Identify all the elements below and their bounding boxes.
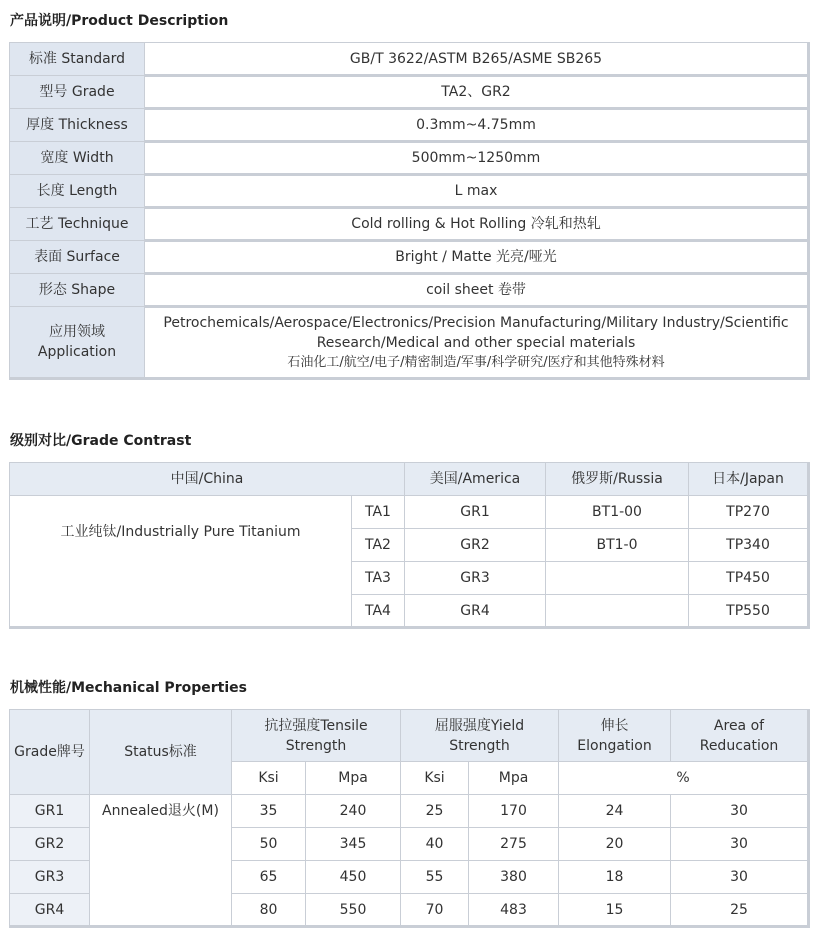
application-label (10, 307, 145, 379)
row-value: 500mm~1250mm (145, 142, 809, 175)
america-grade: GR2 (405, 529, 546, 562)
table-row (10, 76, 809, 109)
grade-cell: GR1 (10, 795, 90, 828)
mechanical-properties-table (9, 709, 810, 928)
tensile-mpa: 550 (306, 894, 401, 927)
row-value: L max (145, 175, 809, 208)
header-area: Area of Reducation (671, 710, 809, 762)
row-value: GB/T 3622/ASTM B265/ASME SB265 (145, 43, 809, 76)
area-reduction: 30 (671, 828, 809, 861)
subheader-yield-ksi: Ksi (401, 762, 469, 795)
header-yield: 屈服强度Yield Strength (401, 710, 559, 762)
table-row (10, 307, 809, 379)
subheader-tensile-mpa: Mpa (306, 762, 401, 795)
header-elongation: 伸长 Elongation (559, 710, 671, 762)
tensile-ksi: 35 (232, 795, 306, 828)
application-label-en: Application (37, 344, 117, 360)
row-label: 工艺 Technique (10, 208, 145, 241)
russia-grade: BT1-00 (546, 496, 689, 529)
china-grade: TA2 (352, 529, 405, 562)
america-grade: GR1 (405, 496, 546, 529)
row-label: 厚度 Thickness (10, 109, 145, 142)
table-header-row (10, 710, 809, 762)
row-value: TA2、GR2 (145, 76, 809, 109)
elongation: 20 (559, 828, 671, 861)
product-description-table (9, 42, 810, 380)
japan-grade: TP340 (689, 529, 809, 562)
russia-grade (546, 562, 689, 595)
table-row (10, 43, 809, 76)
header-grade: Grade牌号 (10, 710, 90, 795)
row-value: Cold rolling & Hot Rolling 冷轧和热轧 (145, 208, 809, 241)
yield-ksi: 40 (401, 828, 469, 861)
table-row (10, 208, 809, 241)
russia-grade (546, 595, 689, 628)
header-russia: 俄罗斯/Russia (546, 463, 689, 496)
yield-ksi: 25 (401, 795, 469, 828)
elongation: 15 (559, 894, 671, 927)
row-label: 表面 Surface (10, 241, 145, 274)
status-cell: Annealed退火(M) (90, 795, 232, 927)
tensile-ksi: 65 (232, 861, 306, 894)
grade-cell: GR3 (10, 861, 90, 894)
category-cell: 工业纯钛/Industrially Pure Titanium (10, 496, 352, 628)
table-row (10, 109, 809, 142)
japan-grade: TP450 (689, 562, 809, 595)
row-label: 宽度 Width (10, 142, 145, 175)
tensile-ksi: 80 (232, 894, 306, 927)
grade-contrast-table (9, 462, 810, 629)
tensile-ksi: 50 (232, 828, 306, 861)
elongation: 24 (559, 795, 671, 828)
grade-cell: GR2 (10, 828, 90, 861)
yield-ksi: 70 (401, 894, 469, 927)
row-value: Bright / Matte 光亮/哑光 (145, 241, 809, 274)
header-status: Status标准 (90, 710, 232, 795)
america-grade: GR4 (405, 595, 546, 628)
header-china: 中国/China (10, 463, 405, 496)
subheader-percent: % (559, 762, 809, 795)
table-row (10, 241, 809, 274)
china-grade: TA3 (352, 562, 405, 595)
japan-grade: TP270 (689, 496, 809, 529)
yield-mpa: 483 (469, 894, 559, 927)
application-value-cn: 石油化工/航空/电子/精密制造/军事/科学研究/医疗和其他特殊材料 (287, 354, 665, 370)
application-value-en: Petrochemicals/Aerospace/Electronics/Precision Manufacturing/Military Industry/Scientific Research/Medical and other special materials (163, 314, 789, 351)
table-row (10, 795, 809, 828)
russia-grade: BT1-0 (546, 529, 689, 562)
china-grade: TA4 (352, 595, 405, 628)
japan-grade: TP550 (689, 595, 809, 628)
table-row (10, 142, 809, 175)
subheader-tensile-ksi: Ksi (232, 762, 306, 795)
row-label: 长度 Length (10, 175, 145, 208)
area-reduction: 30 (671, 861, 809, 894)
row-label: 形态 Shape (10, 274, 145, 307)
row-value: 0.3mm~4.75mm (145, 109, 809, 142)
yield-mpa: 275 (469, 828, 559, 861)
header-japan: 日本/Japan (689, 463, 809, 496)
america-grade: GR3 (405, 562, 546, 595)
yield-mpa: 380 (469, 861, 559, 894)
row-value: coil sheet 卷带 (145, 274, 809, 307)
application-value (145, 307, 809, 379)
elongation: 18 (559, 861, 671, 894)
table-row (10, 496, 809, 529)
application-label-cn: 应用领域 (49, 324, 105, 340)
area-reduction: 25 (671, 894, 809, 927)
yield-mpa: 170 (469, 795, 559, 828)
table-header-row (10, 463, 809, 496)
tensile-mpa: 450 (306, 861, 401, 894)
china-grade: TA1 (352, 496, 405, 529)
product-description-title: 产品说明/Product Description (10, 13, 229, 29)
table-row (10, 175, 809, 208)
mechanical-properties-title: 机械性能/Mechanical Properties (10, 680, 247, 696)
tensile-mpa: 345 (306, 828, 401, 861)
grade-contrast-title: 级别对比/Grade Contrast (10, 433, 192, 449)
area-reduction: 30 (671, 795, 809, 828)
tensile-mpa: 240 (306, 795, 401, 828)
yield-ksi: 55 (401, 861, 469, 894)
header-america: 美国/America (405, 463, 546, 496)
header-tensile: 抗拉强度Tensile Strength (232, 710, 401, 762)
table-row (10, 274, 809, 307)
row-label: 型号 Grade (10, 76, 145, 109)
row-label: 标准 Standard (10, 43, 145, 76)
subheader-yield-mpa: Mpa (469, 762, 559, 795)
grade-cell: GR4 (10, 894, 90, 927)
